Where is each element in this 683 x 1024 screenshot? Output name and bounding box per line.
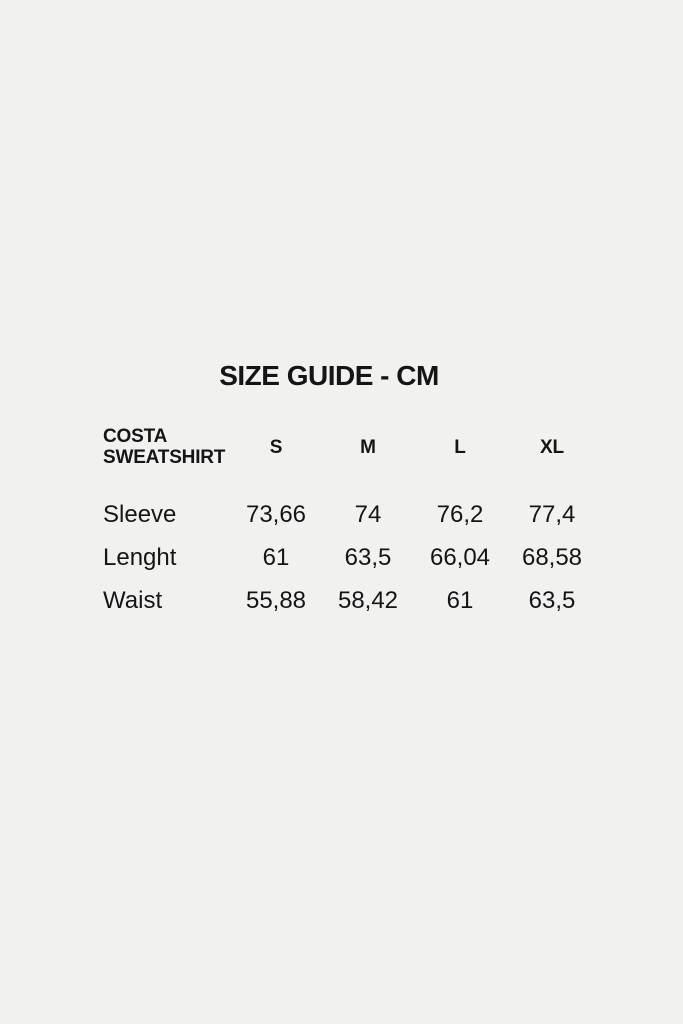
measurement-value-m: 63,5	[344, 543, 392, 571]
size-column-header-xl: XL	[540, 436, 564, 458]
measurement-value-l: 66,04	[429, 543, 491, 571]
measurement-value-m: 58,42	[337, 586, 399, 614]
measurement-value-xl: 63,5	[528, 586, 576, 614]
size-table-header-row	[103, 426, 598, 468]
measurement-value-xl: 68,58	[521, 543, 583, 571]
table-row-lenght	[103, 536, 598, 579]
measurement-value-s: 61	[262, 543, 290, 571]
size-table	[103, 426, 598, 622]
table-row-waist	[103, 579, 598, 622]
measurement-value-m: 74	[354, 500, 382, 528]
measurement-value-xl: 77,4	[528, 500, 576, 528]
size-column-header-s: S	[269, 436, 283, 458]
page-title: SIZE GUIDE - CM	[219, 360, 439, 391]
measurement-value-l: 61	[446, 586, 474, 614]
size-table-body	[103, 493, 598, 622]
measurement-value-s: 73,66	[245, 500, 307, 528]
measurement-value-s: 55,88	[245, 586, 307, 614]
product-name-label: COSTA SWEATSHIRT	[103, 426, 226, 468]
size-column-header-m: M	[360, 436, 376, 458]
measurement-label: Sleeve	[103, 500, 177, 528]
table-row-sleeve	[103, 493, 598, 536]
measurement-label: Waist	[103, 586, 163, 614]
size-column-header-l: L	[454, 436, 466, 458]
measurement-label: Lenght	[103, 543, 177, 571]
measurement-value-l: 76,2	[436, 500, 484, 528]
